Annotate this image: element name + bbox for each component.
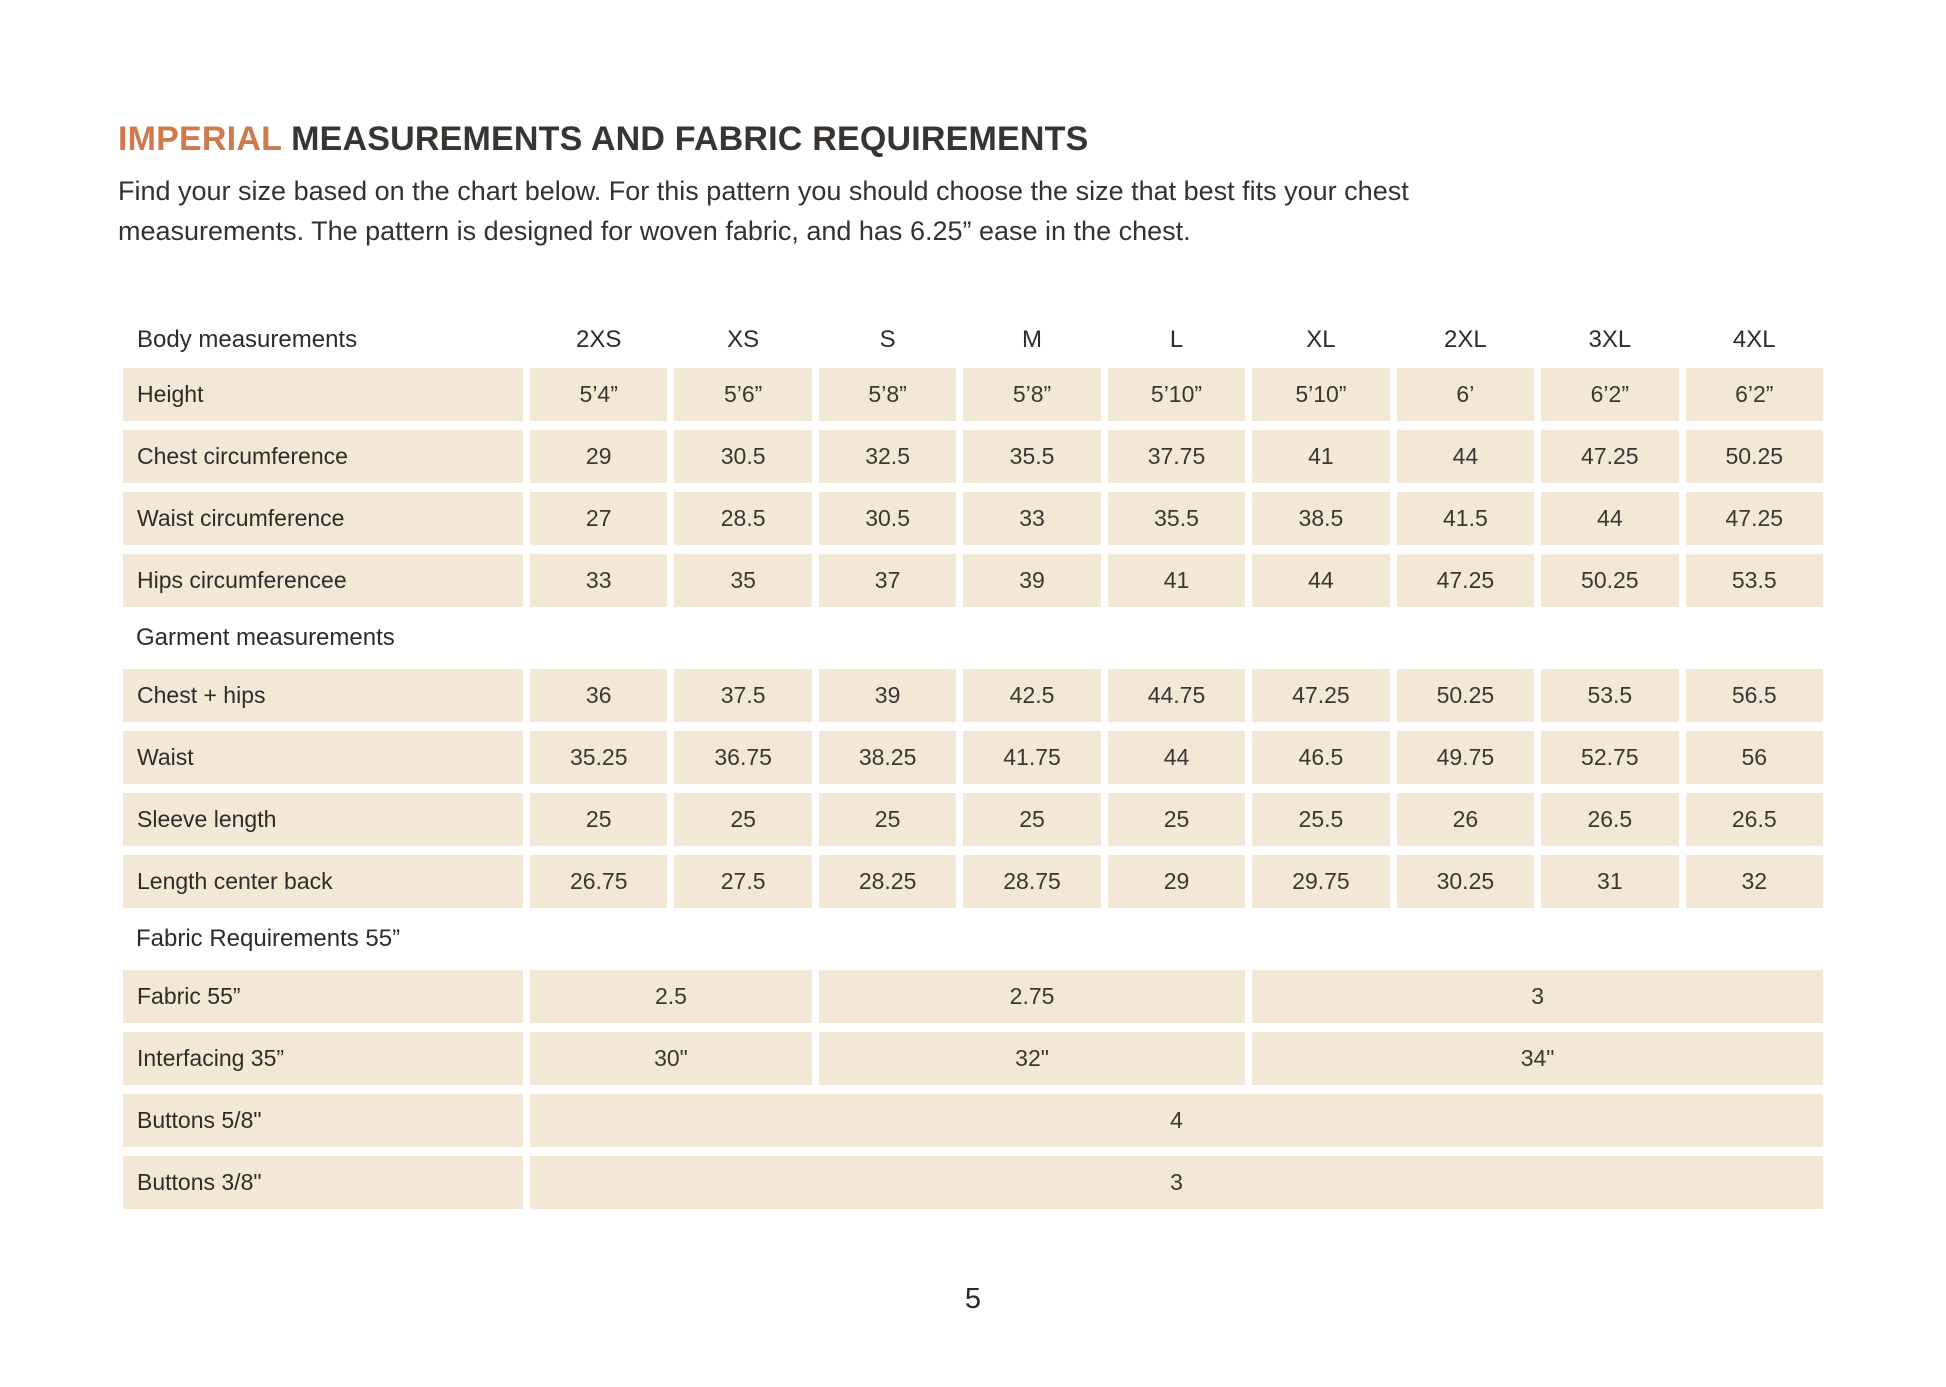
table-cell: 35.5 bbox=[1108, 492, 1245, 545]
table-cell: 5’8” bbox=[819, 368, 956, 421]
size-column-header: S bbox=[819, 321, 956, 359]
section-header: Fabric Requirements 55” bbox=[123, 917, 1823, 961]
row-label: Interfacing 35” bbox=[123, 1032, 523, 1085]
table-cell: 56 bbox=[1686, 731, 1823, 784]
table-cell: 41 bbox=[1252, 430, 1389, 483]
table-cell: 32" bbox=[819, 1032, 1245, 1085]
table-cell: 5’10” bbox=[1252, 368, 1389, 421]
table-cell: 31 bbox=[1541, 855, 1678, 908]
table-cell: 49.75 bbox=[1397, 731, 1534, 784]
table-cell: 52.75 bbox=[1541, 731, 1678, 784]
table-cell: 3 bbox=[1252, 970, 1823, 1023]
table-cell: 2.75 bbox=[819, 970, 1245, 1023]
table-cell: 47.25 bbox=[1541, 430, 1678, 483]
table-cell: 41.75 bbox=[963, 731, 1100, 784]
table-cell: 26.5 bbox=[1541, 793, 1678, 846]
table-cell: 38.5 bbox=[1252, 492, 1389, 545]
table-cell: 53.5 bbox=[1541, 669, 1678, 722]
page-title-rest: MEASUREMENTS AND FABRIC REQUIREMENTS bbox=[281, 120, 1089, 158]
table-cell: 5’4” bbox=[530, 368, 667, 421]
table-cell: 47.25 bbox=[1686, 492, 1823, 545]
table-cell: 50.25 bbox=[1541, 554, 1678, 607]
table-cell: 6’2” bbox=[1686, 368, 1823, 421]
page-number: 5 bbox=[964, 1283, 982, 1315]
table-cell: 37 bbox=[819, 554, 956, 607]
table-cell: 44 bbox=[1252, 554, 1389, 607]
table-cell: 29 bbox=[530, 430, 667, 483]
table-cell: 28.25 bbox=[819, 855, 956, 908]
table-cell: 3 bbox=[530, 1156, 1823, 1209]
table-cell: 25 bbox=[819, 793, 956, 846]
table-cell: 39 bbox=[963, 554, 1100, 607]
intro-paragraph bbox=[118, 171, 1798, 251]
table-cell: 46.5 bbox=[1252, 731, 1389, 784]
size-column-header: 4XL bbox=[1686, 321, 1823, 359]
table-cell: 29 bbox=[1108, 855, 1245, 908]
table-cell: 28.75 bbox=[963, 855, 1100, 908]
row-label: Hips circumferencee bbox=[123, 554, 523, 607]
table-cell: 32 bbox=[1686, 855, 1823, 908]
table-cell: 44 bbox=[1397, 430, 1534, 483]
table-cell: 26 bbox=[1397, 793, 1534, 846]
table-cell: 34" bbox=[1252, 1032, 1823, 1085]
table-cell: 44 bbox=[1108, 731, 1245, 784]
table-cell: 6’ bbox=[1397, 368, 1534, 421]
table-cell: 5’8” bbox=[963, 368, 1100, 421]
table-cell: 37.75 bbox=[1108, 430, 1245, 483]
table-cell: 44.75 bbox=[1108, 669, 1245, 722]
row-label: Chest + hips bbox=[123, 669, 523, 722]
table-cell: 35.5 bbox=[963, 430, 1100, 483]
table-cell: 33 bbox=[530, 554, 667, 607]
row-label: Fabric 55” bbox=[123, 970, 523, 1023]
row-label: Buttons 5/8" bbox=[123, 1094, 523, 1147]
column-header-body-measurements: Body measurements bbox=[123, 321, 523, 359]
table-cell: 44 bbox=[1541, 492, 1678, 545]
table-cell: 26.5 bbox=[1686, 793, 1823, 846]
table-cell: 36 bbox=[530, 669, 667, 722]
table-cell: 4 bbox=[530, 1094, 1823, 1147]
table-cell: 25 bbox=[530, 793, 667, 846]
size-column-header: 3XL bbox=[1541, 321, 1678, 359]
row-label: Waist bbox=[123, 731, 523, 784]
table-cell: 29.75 bbox=[1252, 855, 1389, 908]
table-cell: 5’10” bbox=[1108, 368, 1245, 421]
row-label: Waist circumference bbox=[123, 492, 523, 545]
size-column-header: 2XS bbox=[530, 321, 667, 359]
table-cell: 5’6” bbox=[674, 368, 811, 421]
size-column-header: XS bbox=[674, 321, 811, 359]
size-column-header: M bbox=[963, 321, 1100, 359]
table-cell: 27.5 bbox=[674, 855, 811, 908]
table-cell: 37.5 bbox=[674, 669, 811, 722]
table-cell: 33 bbox=[963, 492, 1100, 545]
table-cell: 50.25 bbox=[1686, 430, 1823, 483]
table-cell: 30.5 bbox=[819, 492, 956, 545]
page-title bbox=[118, 120, 1798, 159]
row-label: Length center back bbox=[123, 855, 523, 908]
size-column-header: 2XL bbox=[1397, 321, 1534, 359]
table-cell: 35 bbox=[674, 554, 811, 607]
table-cell: 2.5 bbox=[530, 970, 812, 1023]
table-cell: 25 bbox=[963, 793, 1100, 846]
table-cell: 47.25 bbox=[1252, 669, 1389, 722]
table-cell: 35.25 bbox=[530, 731, 667, 784]
table-cell: 27 bbox=[530, 492, 667, 545]
table-cell: 41 bbox=[1108, 554, 1245, 607]
table-cell: 25.5 bbox=[1252, 793, 1389, 846]
row-label: Chest circumference bbox=[123, 430, 523, 483]
table-cell: 42.5 bbox=[963, 669, 1100, 722]
row-label: Buttons 3/8" bbox=[123, 1156, 523, 1209]
table-cell: 6’2” bbox=[1541, 368, 1678, 421]
section-header: Garment measurements bbox=[123, 616, 1823, 660]
page-header bbox=[118, 120, 1798, 251]
table-cell: 32.5 bbox=[819, 430, 956, 483]
table-cell: 25 bbox=[674, 793, 811, 846]
table-cell: 41.5 bbox=[1397, 492, 1534, 545]
size-column-header: L bbox=[1108, 321, 1245, 359]
table-cell: 47.25 bbox=[1397, 554, 1534, 607]
table-cell: 30.5 bbox=[674, 430, 811, 483]
table-cell: 30" bbox=[530, 1032, 812, 1085]
size-column-header: XL bbox=[1252, 321, 1389, 359]
table-cell: 38.25 bbox=[819, 731, 956, 784]
table-cell: 26.75 bbox=[530, 855, 667, 908]
table-cell: 30.25 bbox=[1397, 855, 1534, 908]
table-cell: 53.5 bbox=[1686, 554, 1823, 607]
row-label: Sleeve length bbox=[123, 793, 523, 846]
table-cell: 56.5 bbox=[1686, 669, 1823, 722]
table-cell: 36.75 bbox=[674, 731, 811, 784]
intro-line-2: measurements. The pattern is designed for woven fabric, and has 6.25” ease in the chest. bbox=[118, 216, 1191, 246]
intro-line-1: Find your size based on the chart below. For this pattern you should choose the size that best fits your chest bbox=[118, 176, 1409, 206]
page-title-highlight: IMPERIAL bbox=[118, 120, 282, 158]
table-cell: 39 bbox=[819, 669, 956, 722]
table-cell: 28.5 bbox=[674, 492, 811, 545]
table-cell: 25 bbox=[1108, 793, 1245, 846]
size-chart-table bbox=[123, 321, 1823, 1209]
table-cell: 50.25 bbox=[1397, 669, 1534, 722]
row-label: Height bbox=[123, 368, 523, 421]
